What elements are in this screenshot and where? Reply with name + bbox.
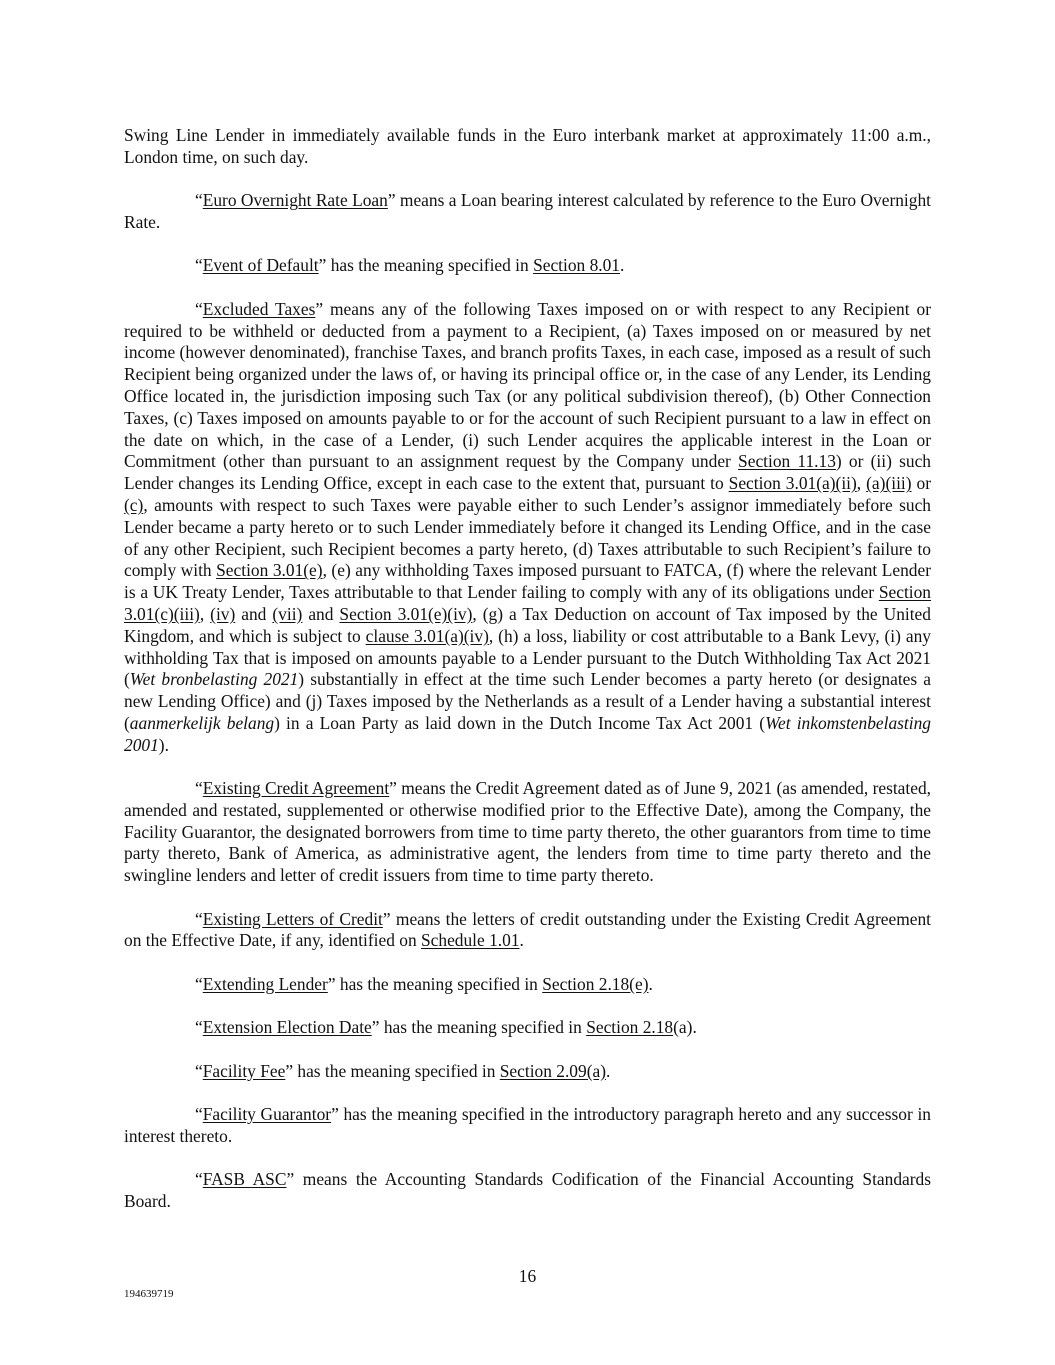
cross-reference-term: Section 2.18	[586, 1017, 674, 1038]
page-number: 16	[518, 1266, 537, 1286]
paragraph-text: ) substantially in effect at the time such Lender becomes a party hereto (or designates a new Lending Office) and (j) Taxes imposed by the Netherlands as a result of a Lender having a substantial interest (	[124, 669, 931, 733]
paragraph-text: ” has the meaning specified in	[285, 1060, 500, 1081]
paragraph-text: ” means a Loan bearing interest calculated by reference to the Euro Overnight Rate.	[124, 190, 931, 232]
definition-paragraph	[124, 1104, 931, 1148]
definition-paragraph	[124, 299, 931, 757]
paragraph-text: “	[195, 255, 203, 276]
paragraph-text: or	[911, 473, 932, 494]
paragraph-text: ,	[199, 603, 211, 624]
paragraph-text: ” means any of the following Taxes imposed on or with respect to any Recipient or required to be withheld or deducted from a payment to a Recipient, (a) Taxes imposed on or measured by net income (however denominated), franchise Taxes, and branch profits Taxes, in each case, imposed as a result of such Recipient being organized under the laws of, or having its principal office or, in the case of any Lender, its Lending Office located in, the jurisdiction imposing such Tax (or any political subdivision thereof), (b) Other Connection Taxes, (c) Taxes imposed on amounts payable to or for the account of such Recipient pursuant to a law in effect on the date on which, in the case of a Lender, (i) such Lender acquires the applicable interest in the Loan or Commitment (other than pursuant to an assignment request by the Company under	[124, 298, 931, 472]
cross-reference-term: clause 3.01(a)(iv)	[365, 625, 489, 646]
document-id: 194639719	[124, 1288, 174, 1300]
cross-reference-term: Section 3.01(a)(ii)	[728, 473, 857, 494]
cross-reference-term: (c)	[124, 494, 144, 515]
cross-reference-term: Section 2.09(a)	[499, 1060, 606, 1081]
definition-paragraph	[124, 1061, 931, 1083]
paragraph-text: .	[519, 930, 524, 951]
paragraph-text: (a).	[673, 1017, 697, 1038]
cross-reference-term: Extension Election Date	[202, 1017, 372, 1038]
paragraph-text: .	[648, 973, 653, 994]
paragraph-text: Swing Line Lender in immediately available funds in the Euro interbank market at approximately 11:00 a.m., London time, on such day.	[124, 125, 931, 167]
italic-term: Wet inkomstenbelasting 2001	[124, 712, 931, 755]
paragraph-text: ,	[856, 473, 867, 494]
paragraph-text: “	[195, 190, 203, 211]
paragraph-text: “	[195, 298, 203, 319]
cross-reference-term: FASB ASC	[202, 1169, 287, 1190]
paragraph-text: “	[195, 1169, 203, 1190]
definition-paragraph	[124, 909, 931, 953]
paragraph-text: ) in a Loan Party as laid down in the Dutch Income Tax Act 2001 (	[274, 712, 766, 733]
cross-reference-term: Existing Credit Agreement	[202, 778, 390, 799]
cross-reference-term: Section 3.01(e)	[216, 560, 323, 581]
cross-reference-term: (vii)	[272, 603, 303, 624]
paragraph-text: “	[195, 778, 203, 799]
definition-paragraph	[124, 1017, 931, 1039]
paragraph-text: ” means the letters of credit outstanding under the Existing Credit Agreement on the Effective Date, if any, identified on	[124, 908, 931, 951]
cross-reference-term: (a)(iii)	[866, 473, 912, 494]
definition-paragraph	[124, 190, 931, 234]
cross-reference-term: Section 3.01(c)(iii)	[124, 582, 931, 624]
paragraph-text: , (h) a loss, liability or cost attributable to a Bank Levy, (i) any withholding Tax that is imposed on amounts payable to a Lender pursuant to the Dutch Withholding Tax Act 2021 (	[124, 625, 931, 690]
document-body	[124, 125, 931, 1234]
paragraph-text: and	[235, 603, 273, 624]
paragraph-text: ” has the meaning specified in	[327, 973, 543, 994]
italic-term: aanmerkelijk belang	[129, 712, 275, 733]
paragraph-text: , (e) any withholding Taxes imposed pursuant to FATCA, (f) where the relevant Lender is a UK Treaty Lender, Taxes attributable to that Lender failing to comply with any of its obligations under	[124, 560, 931, 603]
definition-paragraph	[124, 255, 931, 277]
cross-reference-term: Facility Fee	[202, 1060, 286, 1081]
cross-reference-term: Event of Default	[202, 255, 319, 276]
paragraph-text: ” has the meaning specified in	[371, 1017, 587, 1038]
cross-reference-term: Section 11.13	[738, 451, 836, 472]
cross-reference-term: Excluded Taxes	[202, 298, 316, 319]
cross-reference-term: Extending Lender	[202, 973, 328, 994]
definition-paragraph	[124, 1169, 931, 1213]
paragraph-text: .	[606, 1060, 611, 1081]
paragraph-text: ) or (ii) such Lender changes its Lending Office, except in each case to the extent that, pursuant to	[124, 451, 931, 494]
cross-reference-term: Section 2.18(e)	[542, 973, 649, 994]
cross-reference-term: Schedule 1.01	[420, 930, 520, 951]
cross-reference-term: Section 8.01	[533, 255, 621, 276]
paragraph-text: “	[195, 1017, 203, 1038]
paragraph-text: , (g) a Tax Deduction on account of Tax imposed by the United Kingdom, and which is subject to	[124, 603, 931, 646]
paragraph-text: “	[195, 973, 203, 994]
paragraph-text: ” means the Accounting Standards Codification of the Financial Accounting Standards Board.	[124, 1169, 931, 1212]
definition-paragraph	[124, 125, 931, 169]
paragraph-text: ” has the meaning specified in the introductory paragraph hereto and any successor in interest thereto.	[124, 1104, 931, 1146]
definition-paragraph	[124, 974, 931, 996]
paragraph-text: .	[620, 255, 625, 276]
cross-reference-term: Section 3.01(e)(iv)	[339, 603, 473, 624]
cross-reference-term: (iv)	[210, 603, 236, 624]
paragraph-text: “	[195, 908, 203, 929]
paragraph-text: “	[195, 1060, 203, 1081]
cross-reference-term: Facility Guarantor	[202, 1104, 332, 1125]
paragraph-text: ).	[158, 734, 169, 755]
cross-reference-term: Existing Letters of Credit	[202, 908, 383, 929]
paragraph-text: , amounts with respect to such Taxes were payable either to such Lender’s assignor immediately before such Lender became a party hereto or to such Lender immediately before it changed its Lending Office, and in the case of any other Recipient, such Recipient becomes a party hereto, (d) Taxes attributable to such Recipient’s failure to comply with	[124, 494, 931, 581]
paragraph-text: ” has the meaning specified in	[318, 255, 534, 276]
paragraph-text: and	[302, 603, 340, 624]
definition-paragraph	[124, 778, 931, 887]
italic-term: Wet bronbelasting 2021	[129, 669, 299, 690]
paragraph-text: ” means the Credit Agreement dated as of June 9, 2021 (as amended, restated, amended and restated, supplemented or otherwise modified prior to the Effective Date), among the Company, the Facility Guarantor, the designated borrowers from time to time party thereto, the other guarantors from time to time party thereto, Bank of America, as administrative agent, the lenders from time to time party thereto and the swingline lenders and letter of credit issuers from time to time party thereto.	[124, 778, 931, 886]
cross-reference-term: Euro Overnight Rate Loan	[202, 190, 388, 211]
paragraph-text: “	[195, 1104, 203, 1125]
